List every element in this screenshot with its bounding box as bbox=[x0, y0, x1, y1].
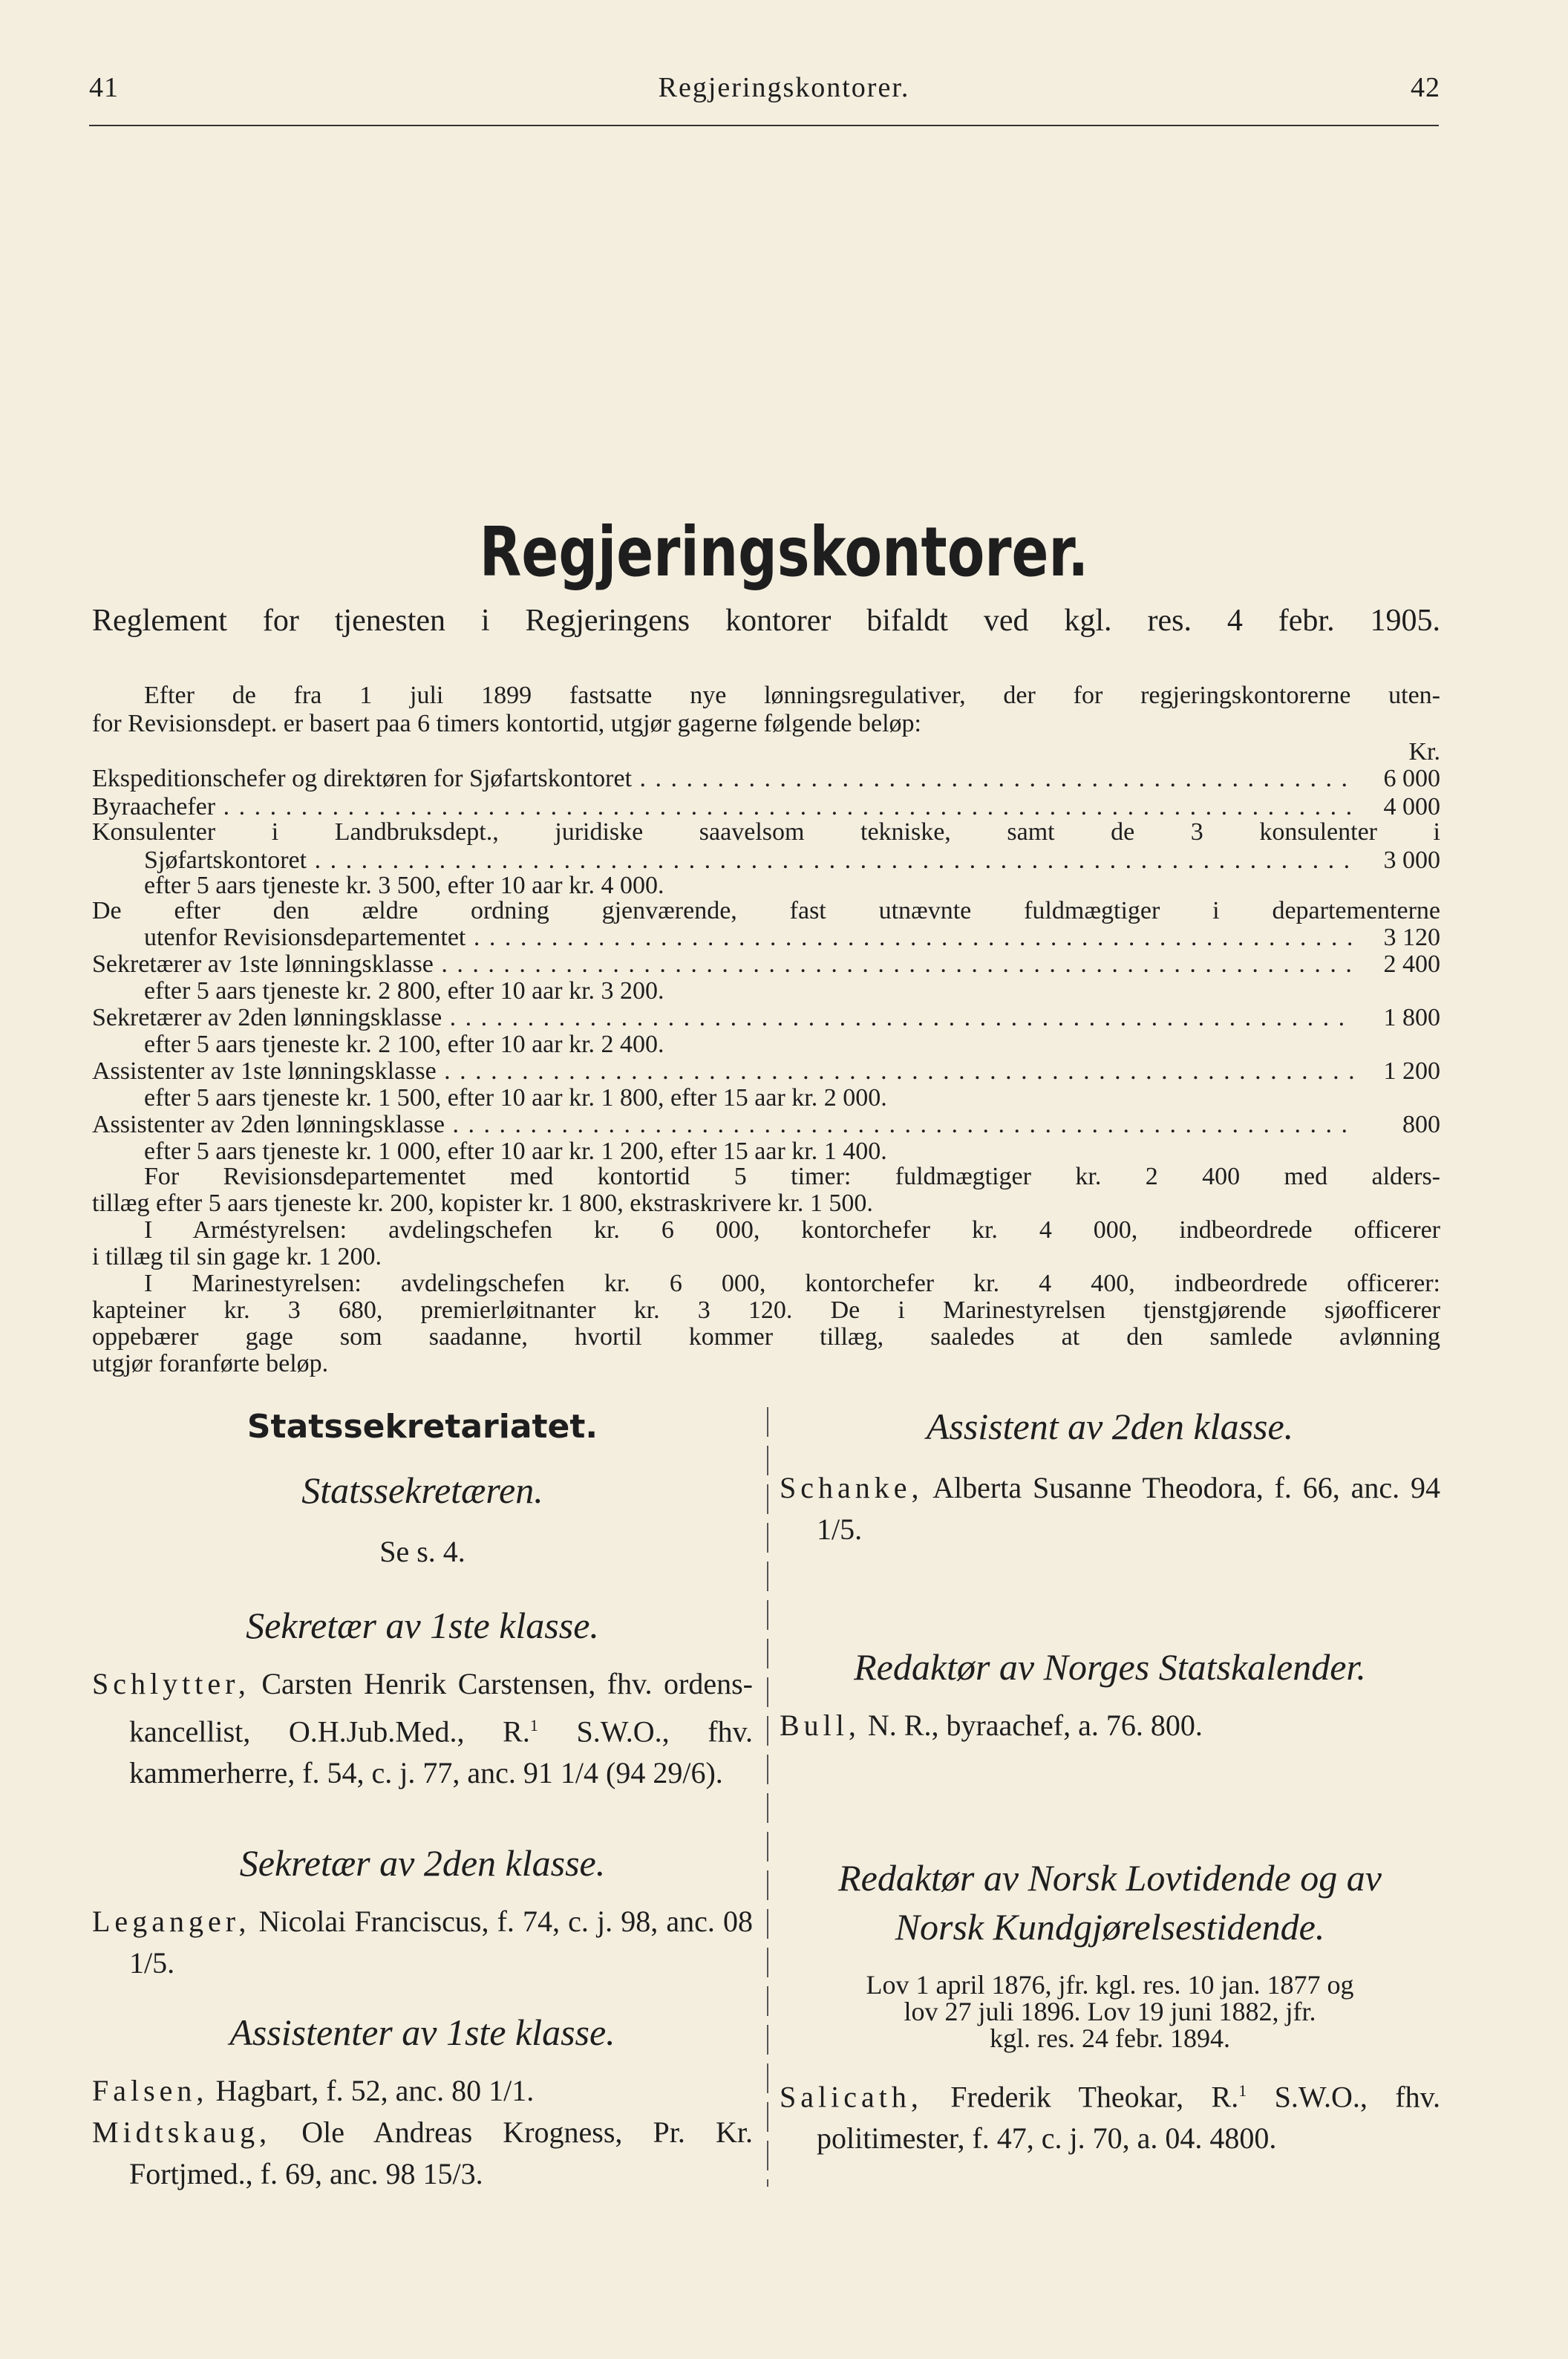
person-details: Frederik Theokar, R. bbox=[922, 2080, 1239, 2114]
salary-value: 6 000 bbox=[1383, 765, 1440, 792]
intro-line-2: for Revisionsdept. er basert paa 6 timers kontortid, utgjør gagerne følgende beløp: bbox=[92, 710, 921, 737]
person-entry bbox=[92, 2112, 753, 2195]
salary-value: 1 200 bbox=[1383, 1057, 1440, 1085]
section-heading: Assistent av 2den klasse. bbox=[926, 1406, 1294, 1447]
person-details: Ole Andreas Krogness, Pr. Kr. Fortjmed., f. 69, anc. 98 bbox=[129, 2115, 753, 2190]
person-entry bbox=[92, 2070, 753, 2112]
page-number-right: 42 bbox=[1411, 72, 1440, 103]
section-heading: Statssekretariatet. bbox=[246, 1408, 598, 1446]
section-heading: Statssekretæren. bbox=[301, 1469, 543, 1511]
note-navy: I Marinestyrelsen: avdelingschefen kr. 6 000, kontorchefer kr. 4 400, indbeordrede officerer: bbox=[144, 1270, 1440, 1297]
fraction: 1/5 bbox=[129, 1946, 168, 1980]
law-reference: kgl. res. 24 febr. 1894. bbox=[990, 2023, 1230, 2053]
fraction: 29/6 bbox=[653, 1756, 706, 1790]
person-name: Salicath, bbox=[780, 2080, 923, 2114]
person-name: Leganger, bbox=[92, 1905, 251, 1938]
salary-label: Ekspeditionschefer og direktøren for Sjøfartskontoret . . . bbox=[92, 765, 1354, 793]
salary-text: De efter den ældre ordning gjenværende, fast utnævnte fuldmægtiger i departementerne bbox=[92, 897, 1440, 924]
salary-value: 2 400 bbox=[1383, 950, 1440, 978]
punctuation: . bbox=[526, 2074, 535, 2107]
note-army-cont: i tillæg til sin gage kr. 1 200. bbox=[92, 1243, 382, 1270]
person-details: Alberta Susanne Theodora, f. 66, anc. 94 bbox=[923, 1471, 1440, 1504]
salary-row bbox=[92, 950, 1440, 980]
person-details: Carsten Henrik Carstensen, fhv. ordens-kancellist, O.H.Jub.Med., R. bbox=[129, 1667, 753, 1749]
salary-row bbox=[92, 1111, 1440, 1141]
punctuation: . bbox=[167, 1946, 175, 1980]
person-entry bbox=[780, 2070, 1440, 2159]
salary-value: 3 120 bbox=[1383, 924, 1440, 951]
kr-column-header: Kr. bbox=[1408, 738, 1440, 766]
salary-note: efter 5 aars tjeneste kr. 1 000, efter 10 aar kr. 1 200, efter 15 aar kr. 1 400. bbox=[144, 1138, 887, 1165]
salary-value: 1 800 bbox=[1383, 1004, 1440, 1031]
person-details: Nicolai Franciscus, f. 74, c. j. 98, anc. 08 bbox=[250, 1905, 753, 1938]
person-name: Schlytter, bbox=[92, 1667, 250, 1700]
law-reference: Lov 1 april 1876, jfr. kgl. res. 10 jan. 1877 og bbox=[866, 1970, 1354, 2000]
page-number-left: 41 bbox=[89, 72, 119, 103]
section-heading: Redaktør av Norges Statskalender. bbox=[854, 1646, 1366, 1688]
punctuation: . bbox=[475, 2157, 483, 2190]
person-name: Falsen, bbox=[92, 2074, 209, 2107]
person-details: Hagbart, f. 52, anc. 80 bbox=[208, 2074, 489, 2107]
salary-value: 800 bbox=[1402, 1111, 1440, 1138]
header-rule bbox=[89, 125, 1439, 126]
salary-row bbox=[92, 765, 1440, 795]
intro-line-1: Efter de fra 1 juli 1899 fastsatte nye lønningsregulativer, der for regjeringskontorerne uten- bbox=[144, 682, 1440, 709]
salary-label: Byraachefer . . . bbox=[92, 793, 1354, 821]
salary-label: Sekretærer av 1ste lønningsklasse . . . bbox=[92, 950, 1354, 979]
note-revision: For Revisionsdepartementet med kontortid 5 timer: fuldmægtiger kr. 2 400 med alders- bbox=[144, 1163, 1440, 1190]
punctuation: . bbox=[855, 1513, 863, 1546]
salary-label: Sekretærer av 2den lønningsklasse . . . bbox=[92, 1004, 1354, 1032]
salary-row bbox=[92, 1057, 1440, 1087]
person-entry bbox=[92, 1663, 753, 1794]
note-navy-cont: kapteiner kr. 3 680, premierløitnanter kr. 3 120. De i Marinestyrelsen tjenstgjørende sjøofficerer bbox=[92, 1296, 1440, 1324]
section-heading: Assistenter av 1ste klasse. bbox=[229, 2011, 615, 2053]
section-heading: Redaktør av Norsk Lovtidende og av bbox=[838, 1857, 1382, 1899]
person-name: Midtskaug, bbox=[92, 2115, 272, 2149]
salary-value: 3 000 bbox=[1383, 846, 1440, 874]
salary-note: efter 5 aars tjeneste kr. 2 100, efter 10 aar kr. 2 400. bbox=[144, 1031, 664, 1058]
person-entry bbox=[780, 1705, 1440, 1746]
section-heading: Norsk Kundgjørelsestidende. bbox=[895, 1906, 1325, 1948]
cross-reference: Se s. 4. bbox=[379, 1535, 466, 1568]
person-details: (94 bbox=[598, 1756, 653, 1790]
salary-row bbox=[92, 1004, 1440, 1034]
note-revision-cont: tillæg efter 5 aars tjeneste kr. 200, kopister kr. 1 800, ekstraskrivere kr. 1 500. bbox=[92, 1190, 873, 1217]
section-heading: Sekretær av 1ste klasse. bbox=[246, 1605, 599, 1646]
salary-label: Sjøfartskontoret . . . bbox=[144, 846, 1354, 875]
salary-value: 4 000 bbox=[1383, 793, 1440, 820]
person-details: N. R., byraachef, a. 76. 800. bbox=[860, 1709, 1203, 1742]
salary-note: efter 5 aars tjeneste kr. 1 500, efter 10 aar kr. 1 800, efter 15 aar kr. 2 000. bbox=[144, 1084, 887, 1112]
fraction: 15/3 bbox=[422, 2157, 476, 2190]
law-reference: lov 27 juli 1896. Lov 19 juni 1882, jfr. bbox=[904, 1997, 1316, 2026]
person-entry bbox=[780, 1467, 1440, 1550]
note-army: I Arméstyrelsen: avdelingschefen kr. 6 000, kontorchefer kr. 4 000, indbeordrede officerer bbox=[144, 1216, 1440, 1244]
person-entry bbox=[92, 1901, 753, 1984]
section-heading: Sekretær av 2den klasse. bbox=[239, 1842, 606, 1884]
salary-row bbox=[92, 924, 1440, 953]
page-title: Regjeringskontorer. bbox=[479, 512, 1089, 592]
running-header: Regjeringskontorer. bbox=[658, 72, 910, 103]
salary-note: efter 5 aars tjeneste kr. 3 500, efter 10 aar kr. 4 000. bbox=[144, 872, 664, 899]
person-details: ). bbox=[705, 1756, 723, 1790]
salary-label: Assistenter av 1ste lønningsklasse . . . bbox=[92, 1057, 1354, 1086]
fraction: 1/1 bbox=[489, 2074, 527, 2107]
column-divider bbox=[767, 1407, 768, 2187]
salary-label: Assistenter av 2den lønningsklasse . . . bbox=[92, 1111, 1354, 1139]
fraction: 1/4 bbox=[560, 1756, 599, 1790]
note-navy-cont: oppebærer gage som saadanne, hvortil kommer tillæg, saaledes at den samlede avlønning bbox=[92, 1323, 1440, 1351]
salary-text: Konsulenter i Landbruksdept., juridiske saavelsom tekniske, samt de 3 konsulenter i bbox=[92, 818, 1440, 846]
person-details: S.W.O., fhv. kammerherre, f. 54, c. j. 77, anc. 91 bbox=[129, 1714, 753, 1790]
person-name: Schanke, bbox=[780, 1471, 924, 1504]
person-details: S.W.O., fhv. politimester, f. 47, c. j. 70, a. 04. 4800. bbox=[817, 2080, 1441, 2156]
superscript: 1 bbox=[529, 1716, 538, 1735]
person-name: Bull, bbox=[780, 1709, 860, 1742]
note-navy-cont: utgjør foranførte beløp. bbox=[92, 1350, 329, 1377]
salary-label: utenfor Revisionsdepartementet . . . bbox=[144, 924, 1354, 952]
regulation-subtitle: Reglement for tjenesten i Regjeringens kontorer bifaldt ved kgl. res. 4 febr. 1905. bbox=[92, 604, 1440, 638]
salary-note: efter 5 aars tjeneste kr. 2 800, efter 10 aar kr. 3 200. bbox=[144, 977, 664, 1005]
superscript: 1 bbox=[1238, 2081, 1247, 2100]
fraction: 1/5 bbox=[817, 1513, 855, 1546]
